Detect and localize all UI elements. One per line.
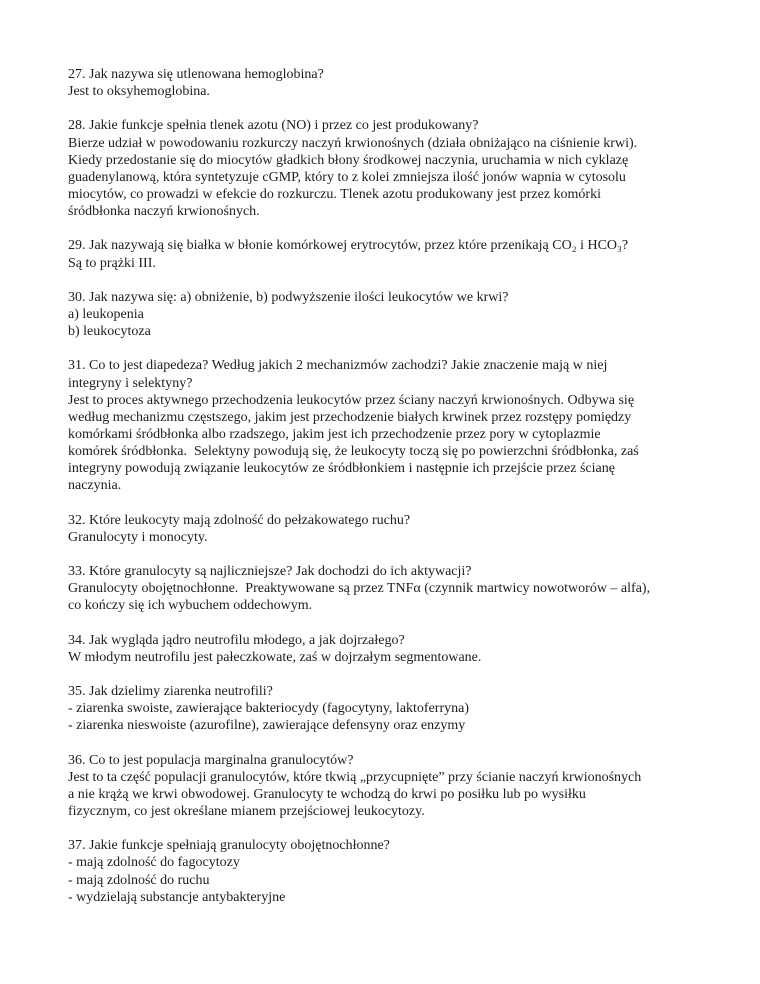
qa-answer-line: według mechanizmu częstszego, jakim jest przechodzenie białych krwinek przez rozstępy pomiędzy: [68, 409, 632, 425]
qa-answer-line: - mają zdolność do ruchu: [68, 872, 210, 888]
qa-answer-line: integryny powodują związanie leukocytów ze śródbłonkiem i następnie ich przejście przez ścianę: [68, 461, 615, 477]
qa-question-line: 32. Które leukocyty mają zdolność do pełzakowatego ruchu?: [68, 512, 411, 528]
qa-question-line: 27. Jak nazywa się utlenowana hemoglobina?: [68, 67, 324, 82]
qa-block-27: [68, 66, 698, 100]
qa-answer-line: a) leukopenia: [68, 306, 144, 322]
qa-answer-line: Są to prążki III.: [68, 255, 156, 271]
qa-answer-line: - ziarenka nieswoiste (azurofilne), zawierające defensyny oraz enzymy: [68, 718, 466, 734]
qa-answer-line: Bierze udział w powodowaniu rozkurczy naczyń krwionośnych (działa obniżająco na ciśnienie krwi).: [68, 135, 638, 151]
qa-block-37: [68, 837, 698, 906]
qa-question-line: 35. Jak dzielimy ziarenka neutrofili?: [68, 684, 273, 700]
qa-answer-line: W młodym neutrofilu jest pałeczkowate, zaś w dojrzałym segmentowane.: [68, 649, 482, 665]
qa-block-29: [68, 237, 698, 271]
qa-question-line: 29. Jak nazywają się białka w błonie komórkowej erytrocytów, przez które przenikają CO₂ i HCO₃?: [68, 238, 629, 254]
qa-answer-line: Jest to ta część populacji granulocytów, które tkwią „przycupnięte” przy ścianie naczyń krwionośnych: [68, 769, 642, 785]
qa-answer-line: Granulocyty i monocyty.: [68, 529, 208, 545]
qa-answer-line: - mają zdolność do fagocytozy: [68, 855, 240, 871]
qa-question-line: 34. Jak wygląda jądro neutrofilu młodego, a jak dojrzałego?: [68, 632, 405, 648]
qa-answer-line: fizycznym, co jest określane mianem przejściowej leukocytozy.: [68, 804, 425, 820]
qa-question-line: 37. Jakie funkcje spełniają granulocyty obojętnochłonne?: [68, 838, 390, 854]
qa-answer-line: - wydzielają substancje antybakteryjne: [68, 889, 286, 905]
qa-question-line: 36. Co to jest populacja marginalna granulocytów?: [68, 752, 354, 768]
qa-answer-line: integryny i selektyny?: [68, 375, 193, 391]
qa-question-line: 28. Jakie funkcje spełnia tlenek azotu (NO) i przez co jest produkowany?: [68, 118, 479, 134]
qa-block-31: [68, 357, 698, 494]
qa-answer-line: komórek śródbłonka. Selektyny powodują się, że leukocyty toczą się po powierzchni śródbłonka, zaś: [68, 444, 639, 460]
qa-answer-line: Kiedy przedostanie się do miocytów gładkich błony środkowej naczynia, uruchamia w nich cyklazę: [68, 152, 629, 168]
qa-block-30: [68, 289, 698, 340]
qa-answer-line: komórkami śródbłonka albo rzadszego, jakim jest ich przechodzenie przez pory w cytoplazmie: [68, 426, 601, 442]
qa-question-line: 30. Jak nazywa się: a) obniżenie, b) podwyższenie ilości leukocytów we krwi?: [68, 289, 509, 305]
qa-answer-line: b) leukocytoza: [68, 324, 151, 340]
qa-answer-line: naczynia.: [68, 478, 122, 494]
document-text-content: [68, 66, 698, 906]
qa-answer-line: Jest to proces aktywnego przechodzenia leukocytów przez ściany naczyń krwionośnych. Odbywa się: [68, 392, 635, 408]
qa-block-28: [68, 117, 698, 220]
qa-answer-line: śródbłonka naczyń krwionośnych.: [68, 204, 260, 220]
qa-block-36: [68, 752, 698, 821]
qa-answer-line: miocytów, co prowadzi w efekcie do rozkurczu. Tlenek azotu produkowany jest przez komórki: [68, 186, 601, 202]
qa-question-line: 33. Które granulocyty są najliczniejsze? Jak dochodzi do ich aktywacji?: [68, 564, 472, 580]
qa-answer-line: Jest to oksyhemoglobina.: [68, 84, 210, 100]
qa-answer-line: Granulocyty obojętnochłonne. Preaktywowane są przez TNFα (czynnik martwicy nowotworów – alfa),: [68, 581, 651, 597]
qa-answer-line: - ziarenka swoiste, zawierające bakteriocydy (fagocytyny, laktoferryna): [68, 701, 470, 717]
qa-block-35: [68, 683, 698, 734]
qa-question-line: 31. Co to jest diapedeza? Według jakich 2 mechanizmów zachodzi? Jakie znaczenie mają w niej: [68, 358, 608, 374]
qa-answer-line: guadenylanową, która syntetyzuje cGMP, który to z kolei zmniejsza ilość jonów wapnia w cytosolu: [68, 169, 626, 185]
qa-answer-line: co kończy się ich wybuchem oddechowym.: [68, 598, 313, 614]
qa-block-34: [68, 632, 698, 666]
qa-block-32: [68, 512, 698, 546]
qa-answer-line: a nie krążą we krwi obwodowej. Granulocyty te wchodzą do krwi po posiłku lub po wysiłku: [68, 786, 586, 802]
qa-block-33: [68, 563, 698, 614]
